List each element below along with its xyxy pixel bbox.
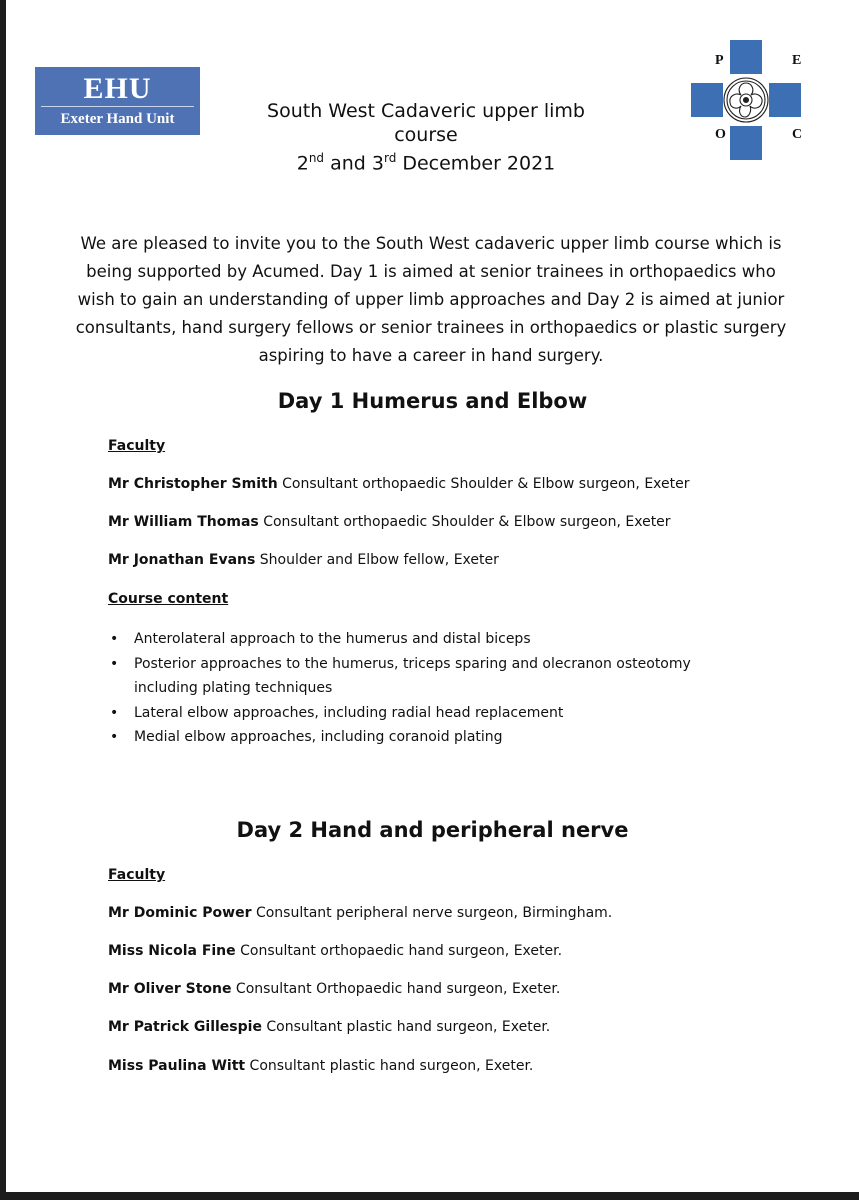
date-rest: December 2021 <box>396 152 556 175</box>
course-content-item: • Anterolateral approach to the humerus and distal biceps <box>108 627 748 652</box>
faculty-role: Shoulder and Elbow fellow, Exeter <box>255 552 499 568</box>
date-day2-suffix: rd <box>383 151 397 165</box>
course-content-item: • Lateral elbow approaches, including radial head replacement <box>108 701 748 726</box>
day1-content-label: Course content <box>108 591 229 607</box>
faculty-role: Consultant peripheral nerve surgeon, Birmingham. <box>251 905 613 921</box>
peoc-cross-icon <box>689 38 804 163</box>
intro-paragraph: We are pleased to invite you to the South West cadaveric upper limb course which is being supported by Acumed. Day 1 is aimed at senior trainees in orthopaedics who wish to gain an understanding of upper limb approaches and Day 2 is aimed at junior consultants, hand surgery fellows or senior trainees in orthopaedics or plastic surgery aspiring to have a career in hand surgery. <box>75 234 787 365</box>
day2-faculty-item <box>108 943 562 959</box>
ehu-logo-abbr: EHU <box>83 72 152 105</box>
peoc-letter-o: O <box>715 127 726 142</box>
day2-faculty-label: Faculty <box>108 867 166 883</box>
day2-heading: Day 2 Hand and peripheral nerve <box>236 818 629 842</box>
date-day1: 2 <box>296 152 309 175</box>
faculty-name: Mr Oliver Stone <box>108 981 232 997</box>
faculty-name: Mr Patrick Gillespie <box>108 1019 262 1035</box>
ehu-logo-divider <box>41 106 194 107</box>
ehu-logo-name: Exeter Hand Unit <box>60 111 175 127</box>
course-title: South West Cadaveric upper limb course <box>267 100 585 146</box>
day1-heading: Day 1 Humerus and Elbow <box>277 389 588 413</box>
faculty-role: Consultant orthopaedic hand surgeon, Exeter. <box>235 943 563 959</box>
faculty-name: Miss Nicola Fine <box>108 943 236 959</box>
day1-faculty-label: Faculty <box>108 438 166 454</box>
faculty-name: Miss Paulina Witt <box>108 1058 246 1074</box>
peoc-letter-p: P <box>715 53 724 68</box>
faculty-name: Mr William Thomas <box>108 514 259 530</box>
peoc-logo <box>689 38 804 163</box>
faculty-role: Consultant orthopaedic Shoulder & Elbow surgeon, Exeter <box>258 514 671 530</box>
course-dates <box>236 144 616 177</box>
day2-faculty-item <box>108 905 612 921</box>
faculty-role: Consultant Orthopaedic hand surgeon, Exeter. <box>231 981 561 997</box>
faculty-name: Mr Jonathan Evans <box>108 552 256 568</box>
day1-faculty-item <box>108 476 690 492</box>
date-day1-suffix: nd <box>308 151 325 165</box>
day1-faculty-item <box>108 552 499 568</box>
course-content-item: • Posterior approaches to the humerus, triceps sparing and olecranon osteotomy including plating techniques <box>108 652 748 701</box>
day1-faculty-item <box>108 514 671 530</box>
faculty-role: Consultant plastic hand surgeon, Exeter. <box>261 1019 551 1035</box>
date-and: and 3 <box>324 152 384 175</box>
course-content-item: • Medial elbow approaches, including coranoid plating <box>108 725 748 750</box>
document-page <box>6 0 859 1192</box>
course-content-list <box>108 627 748 750</box>
faculty-role: Consultant orthopaedic Shoulder & Elbow surgeon, Exeter <box>277 476 690 492</box>
day2-faculty-item <box>108 981 560 997</box>
peoc-letter-e: E <box>792 53 802 68</box>
faculty-name: Mr Dominic Power <box>108 905 252 921</box>
day2-faculty-item <box>108 1058 533 1074</box>
faculty-name: Mr Christopher Smith <box>108 476 278 492</box>
ehu-logo <box>35 67 200 135</box>
peoc-letter-c: C <box>792 127 803 142</box>
faculty-role: Consultant plastic hand surgeon, Exeter. <box>245 1058 534 1074</box>
day2-faculty-item <box>108 1019 550 1035</box>
